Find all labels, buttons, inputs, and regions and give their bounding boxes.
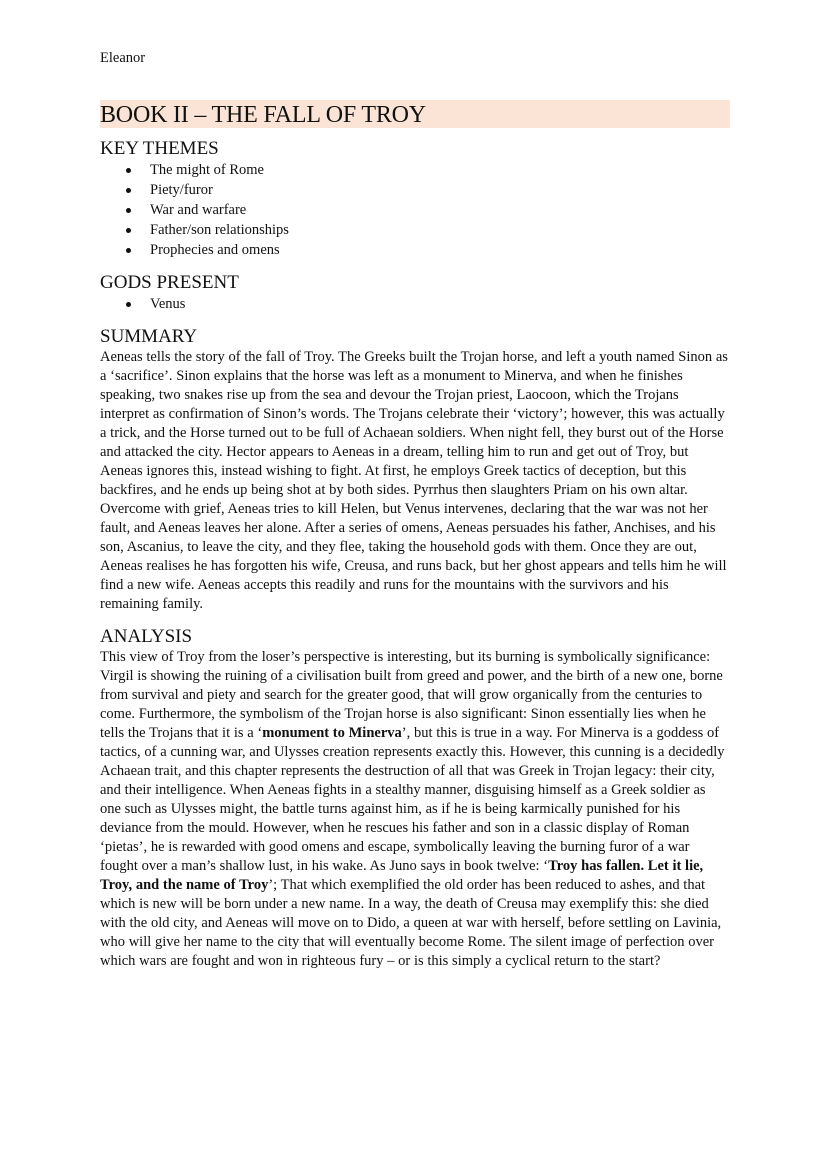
bullet-icon — [126, 168, 131, 173]
page-title: BOOK II – THE FALL OF TROY — [100, 102, 426, 128]
gods-present-heading: GODS PRESENT — [100, 272, 239, 293]
bullet-icon — [126, 228, 131, 233]
bullet-icon — [126, 248, 131, 253]
gods-present-section — [100, 272, 730, 314]
bullet-icon — [126, 208, 131, 213]
list-item: Venus — [100, 294, 730, 314]
key-themes-list — [100, 160, 730, 260]
list-item: Father/son relationships — [100, 220, 730, 240]
summary-text: Aeneas tells the story of the fall of Troy. The Greeks built the Trojan horse, and left a youth named Sinon as a ‘sacrifice’. Sinon explains that the horse was left as a monument to Minerva, and when he finishes speaking, two snakes rise up from the sea and devour the Trojan priest, Laocoon, which the Trojans interpret as confirmation of Sinon’s words. The Trojans celebrate their ‘victory’; however, this was actually a trick, and the Horse turned out to be full of Achaean soldiers. When night fell, they burst out of the Horse and attacked the city. Hector appears to Aeneas in a dream, telling him to run and get out of Troy, but Aeneas ignores this, instead wishing to fight. At first, he employs Greek tactics of deception, but this backfires, and he ends up being shot at by both sides. Pyrrhus then slaughters Priam on his own altar. Overcome with grief, Aeneas tries to kill Helen, but Venus intervenes, declaring that the war was not her fault, and Aeneas leaves her alone. After a series of omens, Aeneas persuades his father, Anchises, and his son, Ascanius, to leave the city, and they flee, taking the household gods with them. Once they are out, Aeneas realises he has forgotten his wife, Creusa, and runs back, but her ghost appears and tells him he will find a new wife. Aeneas accepts this readily and runs for the mountains with the survivors and his remaining family. — [100, 349, 728, 612]
author-name: Eleanor — [100, 50, 146, 66]
list-item: Piety/furor — [100, 180, 730, 200]
analysis-section — [100, 626, 730, 971]
quote-monument-to-minerva: monument to Minerva — [262, 725, 402, 741]
list-item: The might of Rome — [100, 160, 730, 180]
key-themes-section — [100, 138, 730, 260]
analysis-text: This view of Troy from the loser’s perspective is interesting, but its burning is symbolically significance: Virgil is showing the ruining of a civilisation built from greed and power, and the birth of a new one, borne from survival and piety and search for the greater good, that will grow organically from the centuries to come. Furthermore, the symbolism of the Trojan horse is also significant: Sinon essentially lies when he tells the Trojans that it is a ‘monument to Minerva’, but this is true in a way. For Minerva is a goddess of tactics, of a cunning war, and Ulysses creation represents exactly this. However, this cunning is a decidedly Achaean trait, and this chapter represents the destruction of all that was Greek in Trojan legacy: their city, and their intelligence. When Aeneas fights in a stealthy manner, disguising himself as a Greek soldier as one such as Ulysses might, the battle turns against him, as if he is being karmically punished for his deviance from the mould. However, when he rescues his father and son in a classic display of Roman ‘pietas’, he is rewarded with good omens and escape, symbolically leaving the burning furor of a war fought over a man’s shallow lust, in his wake. As Juno says in book twelve: ‘Troy has fallen. Let it lie, Troy, and the name of Troy’; That which exemplified the old order has been reduced to ashes, and that which is new will be born under a new name. In a way, the death of Creusa may exemplify this: she died with the old city, and Aeneas will move on to Dido, a queen at war with herself, before settling on Lavinia, who will give her name to the city that will eventually become Rome. The silent image of perfection over which wars are fought and won in righteous fury – or is this simply a cyclical return to the start? — [100, 649, 725, 969]
summary-section — [100, 326, 730, 614]
gods-present-list — [100, 294, 730, 314]
bullet-icon — [126, 302, 131, 307]
analysis-heading: ANALYSIS — [100, 626, 193, 647]
key-themes-heading: KEY THEMES — [100, 138, 219, 159]
list-item: Prophecies and omens — [100, 240, 730, 260]
quote-troy-has-fallen: Troy has fallen. Let it lie, Troy, and the name of Troy — [100, 858, 704, 893]
bullet-icon — [126, 188, 131, 193]
summary-heading: SUMMARY — [100, 326, 198, 347]
list-item: War and warfare — [100, 200, 730, 220]
